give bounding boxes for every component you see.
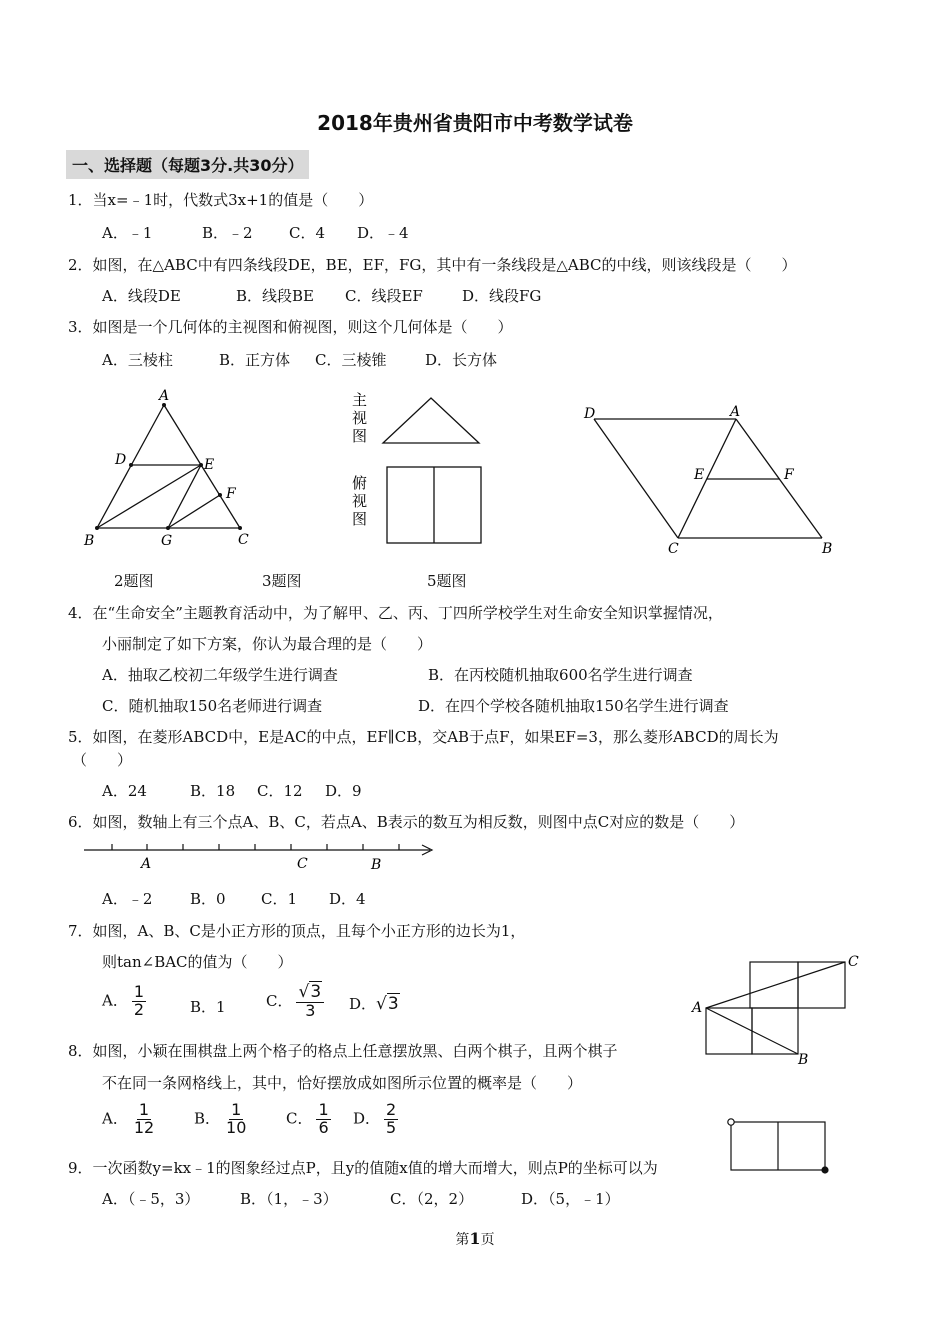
fig3-caption: 3题图	[262, 572, 302, 590]
q8-b-numerator: 1	[231, 1100, 242, 1119]
fig3-label-shi-2: 视	[352, 492, 368, 510]
q8-option-a-fraction	[132, 1102, 156, 1137]
q8-option-d-fraction	[384, 1102, 398, 1137]
q7-option-d-letter: D．	[349, 995, 377, 1013]
q4-option-d: D．在四个学校各随机抽取150名学生进行调查	[418, 697, 729, 715]
q9-option-a: A．（﹣5，3）	[102, 1190, 200, 1208]
question-4-stem: 4．在“生命安全”主题教育活动中，为了解甲、乙、丙、丁四所学校学生对生命安全知识掌握情况，	[68, 604, 723, 622]
q7-option-b: B．1	[190, 998, 226, 1016]
q4-option-b: B．在丙校随机抽取600名学生进行调查	[428, 666, 693, 684]
question-3-stem: 3．如图是一个几何体的主视图和俯视图，则这个几何体是（ ）	[68, 318, 513, 336]
q8-option-c	[286, 1102, 331, 1137]
q6-option-b: B．0	[190, 890, 226, 908]
q7-option-d	[349, 993, 400, 1014]
question-1-stem: 1．当x=﹣1时，代数式3x+1的值是（ ）	[68, 191, 374, 209]
q9-option-c: C．（2，2）	[390, 1190, 474, 1208]
fig2-label-c: C	[238, 532, 249, 548]
footer-prefix: 第	[455, 1232, 470, 1248]
q8-option-b-letter: B．	[194, 1109, 221, 1128]
q5-option-a: A．24	[102, 782, 147, 800]
fig3-label-fu: 俯	[352, 474, 368, 492]
q8-option-a-letter: A．	[102, 1109, 128, 1128]
figure-8-go-board	[723, 1117, 833, 1177]
q7-option-d-sqrt: √3	[376, 994, 399, 1014]
footer-suffix: 页	[480, 1232, 495, 1248]
fig3-label-shi-1: 视	[352, 409, 368, 427]
q6-option-d: D．4	[329, 890, 366, 908]
q7-c-numerator: √3	[296, 984, 324, 1003]
page-footer	[0, 1229, 950, 1249]
fig6-label-c: C	[297, 856, 308, 872]
page-number: 1	[469, 1229, 481, 1248]
fig2-label-d: D	[115, 452, 127, 468]
q8-option-d-letter: D．	[353, 1109, 381, 1128]
q9-option-b: B．（1，﹣3）	[240, 1190, 338, 1208]
q8-a-denominator: 12	[133, 1117, 155, 1137]
question-9-stem: 9．一次函数y=kx﹣1的图象经过点P，且y的值随x值的增大而增大，则点P的坐标可以为	[68, 1159, 658, 1177]
q1-option-d: D．﹣4	[357, 224, 409, 242]
q8-c-denominator: 6	[318, 1117, 329, 1137]
question-7-stem: 7．如图，A、B、C是小正方形的顶点，且每个小正方形的边长为1，	[68, 922, 526, 940]
figure-2-triangle	[80, 385, 260, 550]
white-stone	[728, 1119, 734, 1125]
q5-option-b: B．18	[190, 782, 236, 800]
q8-option-a	[102, 1102, 156, 1137]
q7-option-c-fraction	[296, 984, 324, 1020]
q9-option-d: D．（5，﹣1）	[521, 1190, 620, 1208]
q8-option-c-fraction	[316, 1102, 330, 1137]
question-7-stem-2: 则tan∠BAC的值为（ ）	[102, 953, 293, 971]
question-8-stem-2: 不在同一条网格线上，其中，恰好摆放成如图所示位置的概率是（ ）	[102, 1074, 583, 1092]
fig5-label-b: B	[822, 541, 833, 557]
fig7-label-c: C	[848, 954, 859, 970]
question-2-stem: 2．如图，在△ABC中有四条线段DE，BE，EF，FG，其中有一条线段是△ABC的中线，则该线段是（ ）	[68, 256, 797, 274]
fig5-label-e: E	[694, 467, 705, 483]
q8-d-denominator: 5	[386, 1117, 397, 1137]
fig3-label-zhu: 主	[352, 391, 368, 409]
fig7-label-b: B	[798, 1052, 809, 1068]
q8-option-d	[353, 1102, 398, 1137]
q5-option-d: D．9	[325, 782, 362, 800]
fig5-label-f: F	[784, 467, 794, 483]
q7-a-denominator: 2	[133, 999, 145, 1019]
q4-option-a: A．抽取乙校初二年级学生进行调查	[102, 666, 338, 684]
q8-b-denominator: 10	[226, 1117, 247, 1137]
q7-option-a-fraction	[132, 984, 146, 1019]
q2-option-a: A．线段DE	[102, 287, 181, 305]
q7-c-radicand: 3	[310, 982, 322, 1002]
fig2-label-b: B	[84, 533, 95, 549]
q7-option-a-letter: A．	[102, 991, 128, 1010]
q8-option-b-fraction	[224, 1102, 248, 1137]
fig5-label-c: C	[668, 541, 679, 557]
q2-option-c: C．线段EF	[345, 287, 423, 305]
black-stone	[821, 1166, 828, 1173]
q7-option-c	[266, 984, 324, 1020]
fig5-label-d: D	[584, 406, 596, 422]
fig2-label-a: A	[159, 388, 170, 404]
fig2-label-e: E	[204, 457, 215, 473]
fig3-label-tu-2: 图	[352, 510, 368, 528]
q7-c-denominator: 3	[305, 1000, 316, 1020]
fig3-label-tu-1: 图	[352, 427, 368, 445]
q7-a-numerator: 1	[133, 982, 145, 1001]
q8-option-c-letter: C．	[286, 1109, 313, 1128]
q3-option-a: A．三棱柱	[102, 351, 173, 369]
section-heading: 一、选择题（每题3分.共30分）	[66, 150, 309, 179]
q2-option-b: B．线段BE	[236, 287, 314, 305]
question-5-stem: 5．如图，在菱形ABCD中，E是AC的中点，EF∥CB，交AB于点F，如果EF=3，那么菱形ABCD的周长为	[68, 728, 779, 746]
fig6-label-a: A	[141, 856, 152, 872]
question-5-stem-2: （ ）	[72, 751, 133, 769]
q8-d-numerator: 2	[386, 1100, 397, 1119]
q1-option-c: C．4	[289, 224, 326, 242]
fig2-label-g: G	[161, 533, 173, 549]
fig7-label-a: A	[692, 1000, 703, 1016]
q2-option-d: D．线段FG	[462, 287, 542, 305]
q7-option-c-letter: C．	[266, 991, 293, 1010]
fig5-label-a: A	[730, 404, 741, 420]
fig6-label-b: B	[371, 857, 382, 873]
q3-option-c: C．三棱锥	[315, 351, 387, 369]
question-4-stem-2: 小丽制定了如下方案，你认为最合理的是（ ）	[102, 635, 433, 653]
q8-c-numerator: 1	[318, 1100, 329, 1119]
q8-a-numerator: 1	[138, 1100, 150, 1119]
q4-option-c: C．随机抽取150名老师进行调查	[102, 697, 323, 715]
q7-d-radicand: 3	[387, 994, 399, 1014]
figure-7-grid	[688, 950, 868, 1070]
fig5-caption: 5题图	[427, 572, 467, 590]
fig2-label-f: F	[226, 486, 236, 502]
q1-option-b: B．﹣2	[202, 224, 253, 242]
q3-option-b: B．正方体	[219, 351, 291, 369]
q3-option-d: D．长方体	[425, 351, 498, 369]
q5-option-c: C．12	[257, 782, 303, 800]
q6-option-a: A．﹣2	[102, 890, 153, 908]
question-8-stem: 8．如图，小颖在围棋盘上两个格子的格点上任意摆放黑、白两个棋子，且两个棋子	[68, 1042, 618, 1060]
figure-5-rhombus	[580, 400, 840, 558]
question-6-stem: 6．如图，数轴上有三个点A、B、C，若点A、B表示的数互为相反数，则图中点C对应的数是（ ）	[68, 813, 745, 831]
q7-option-a	[102, 984, 146, 1019]
fig2-caption: 2题图	[114, 572, 154, 590]
page-title: 2018年贵州省贵阳市中考数学试卷	[317, 111, 633, 135]
figure-3-views	[345, 385, 490, 550]
q1-option-a: A．﹣1	[102, 224, 153, 242]
figure-6-number-line	[80, 838, 440, 874]
q8-option-b	[194, 1102, 248, 1137]
q6-option-c: C．1	[261, 890, 298, 908]
